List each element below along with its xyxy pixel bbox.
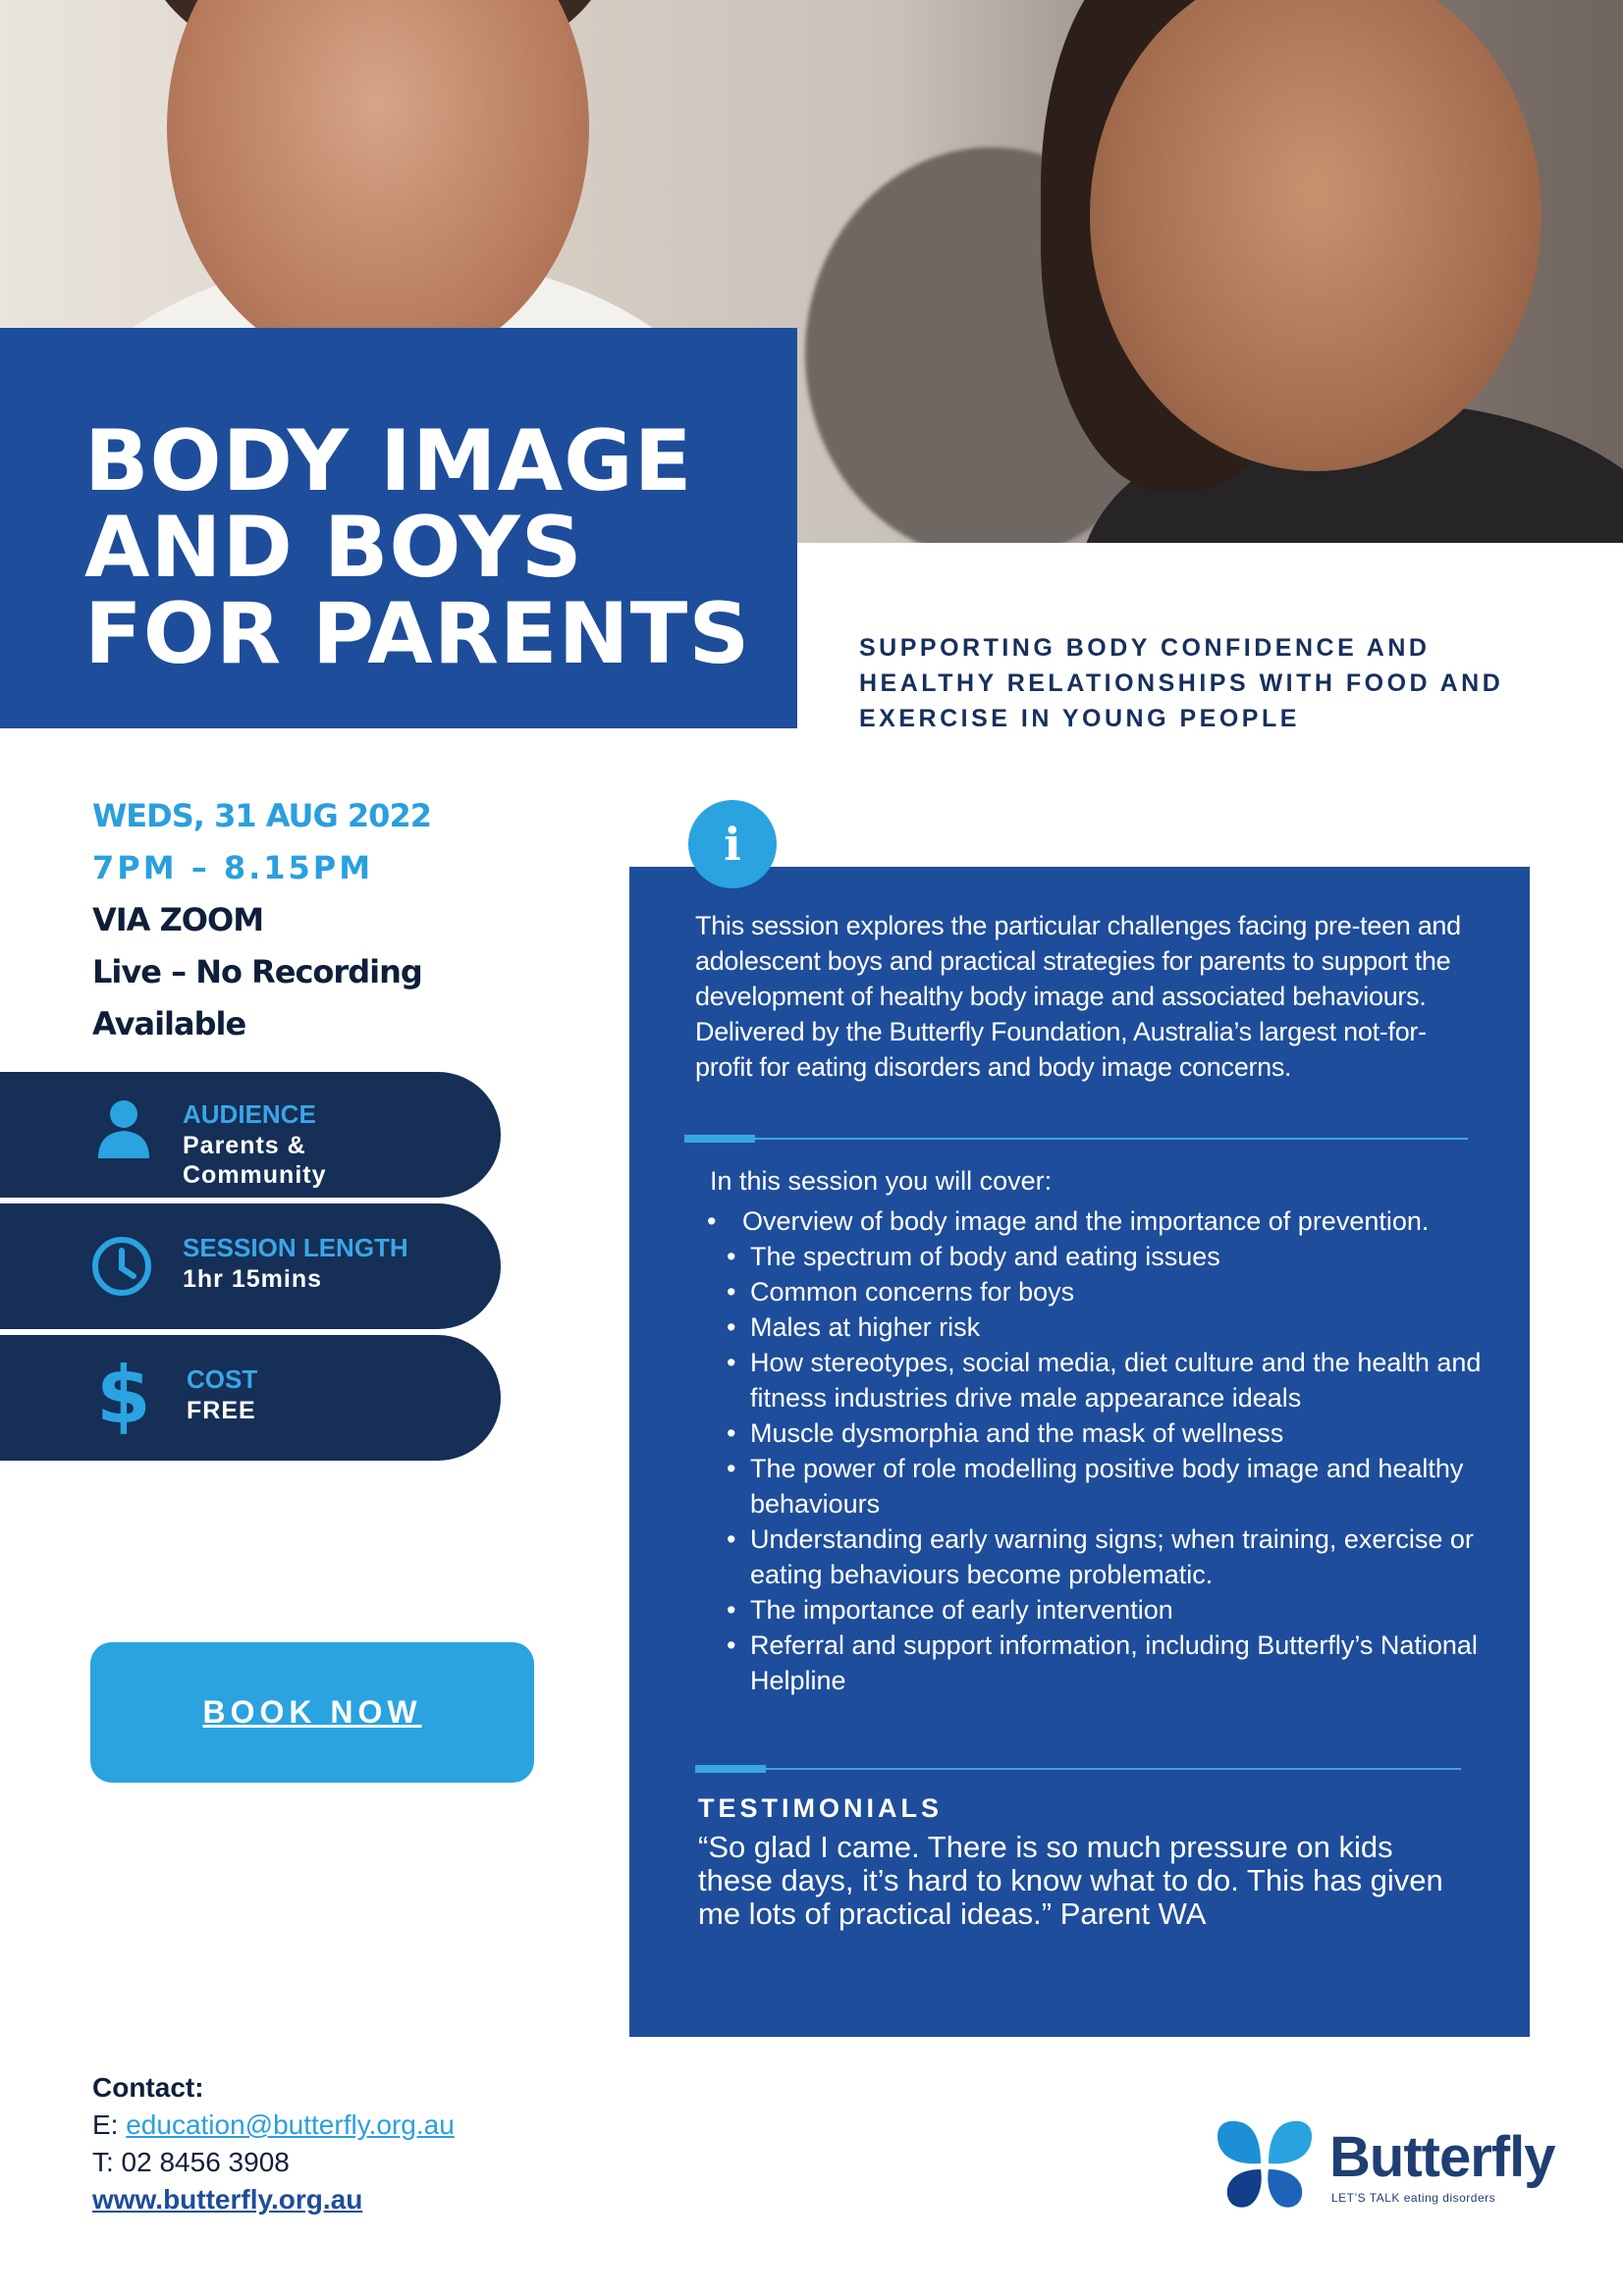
cover-intro: In this session you will cover: [710,1166,1053,1196]
cost-value: FREE [187,1397,256,1424]
session-details [92,790,431,1050]
clock-icon [90,1235,153,1298]
list-item: • The spectrum of body and eating issues [746,1239,1492,1274]
divider [684,1138,1468,1140]
cost-title: COST [187,1364,258,1394]
list-item: • The power of role modelling positive body image and healthy behaviours [746,1451,1492,1522]
contact-block [92,2069,455,2218]
list-item: • How stereotypes, social media, diet culture and the health and fitness industries drive male appearance ideals [746,1345,1492,1415]
person-icon [94,1099,153,1162]
list-item: • Understanding early warning signs; when training, exercise or eating behaviours become problematic. [746,1522,1492,1592]
list-item: • Muscle dysmorphia and the mask of wellness [746,1415,1492,1451]
contact-label: Contact: [92,2072,204,2103]
title-line-1: BODY IMAGE [84,412,693,510]
subtitle: SUPPORTING BODY CONFIDENCE AND HEALTHY RELATIONSHIPS WITH FOOD AND EXERCISE IN YOUNG PEOPLE [859,634,1504,732]
title-panel [0,328,797,728]
session-date: WEDS, 31 AUG 2022 [92,797,431,834]
session-length-pill [0,1203,501,1329]
logo-tagline: LET’S TALK eating disorders [1331,2191,1496,2205]
list-item: • Overview of body image and the importance of prevention. [742,1203,1492,1239]
session-description: This session explores the particular challenges facing pre-teen and adolescent boys and practical strategies for parents to support the development of healthy body image and associated behaviours. Delivered by the Butterfly Foundation, Australia’s largest not-for-profit for eating disorders and body image concerns. [695,911,1461,1082]
butterfly-logo [1212,2116,1565,2215]
audience-pill [0,1072,501,1198]
page-title [84,412,797,683]
cost-pill [0,1335,501,1461]
contact-phone: T: 02 8456 3908 [92,2147,290,2177]
recording-note-1: Live – No Recording [92,953,422,990]
divider-2 [695,1768,1461,1770]
audience-value-1: Parents & [183,1132,306,1159]
title-line-3: FOR PARENTS [84,585,751,683]
list-item: • Common concerns for boys [746,1274,1492,1309]
contact-email-line: E: education@butterfly.org.au [92,2109,455,2140]
email-link[interactable]: education@butterfly.org.au [126,2109,455,2140]
testimonial-quote: “So glad I came. There is so much pressure on kids these days, it’s hard to know what to do. This has given me lots of practical ideas.” Parent WA [698,1830,1443,1931]
dollar-icon: $ [96,1350,151,1441]
info-icon: i [688,800,777,888]
session-time: 7PM – 8.15PM [92,849,374,886]
session-length-title: SESSION LENGTH [183,1233,408,1262]
list-item: • Males at higher risk [746,1309,1492,1345]
session-length-value: 1hr 15mins [183,1265,323,1293]
list-item: • Referral and support information, including Butterfly’s National Helpline [746,1628,1492,1698]
testimonials-title: TESTIMONIALS [698,1793,943,1823]
list-item: • The importance of early intervention [746,1592,1492,1628]
cover-list [742,1203,1492,1698]
logo-wordmark: Butterfly [1329,2125,1555,2189]
website-link[interactable]: www.butterfly.org.au [92,2184,363,2215]
butterfly-icon [1212,2116,1320,2215]
book-now-button[interactable]: BOOK NOW [90,1642,534,1783]
recording-note-2: Available [92,1005,246,1042]
title-line-2: AND BOYS [84,499,583,597]
session-platform: VIA ZOOM [92,901,264,938]
audience-value-2: Community [183,1161,327,1189]
audience-title: AUDIENCE [183,1099,316,1129]
